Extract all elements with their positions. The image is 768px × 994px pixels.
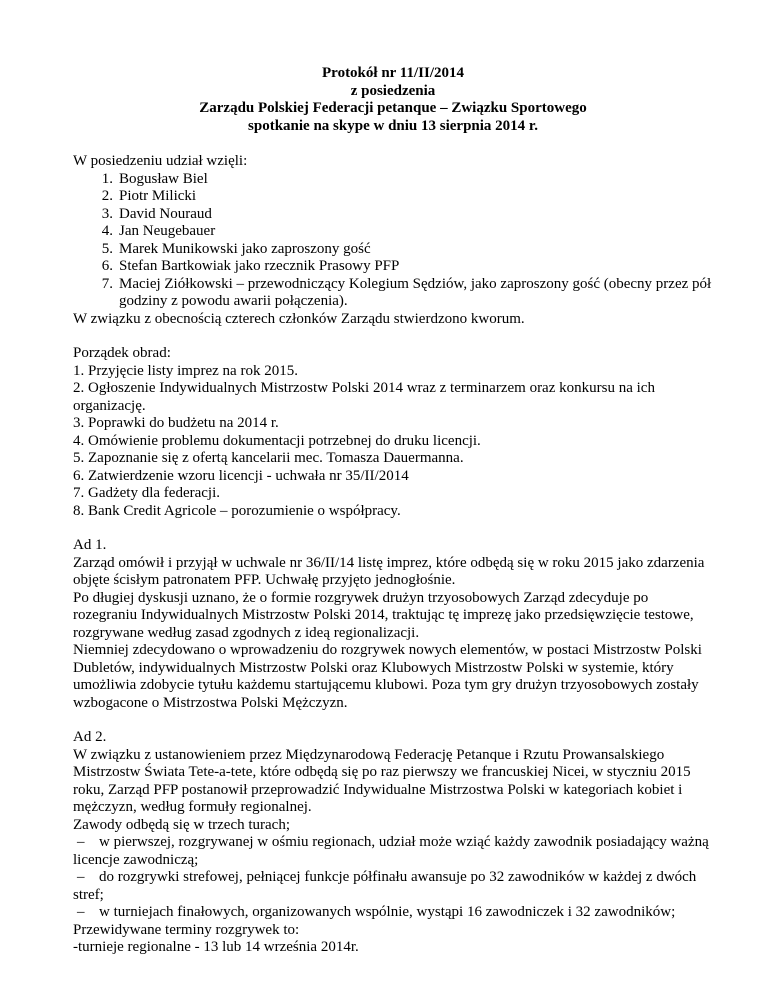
attendee-item xyxy=(73,276,713,311)
document-page xyxy=(73,65,713,957)
attendee-number: 2. xyxy=(101,188,113,204)
agenda-item: 1. Przyjęcie listy imprez na rok 2015. xyxy=(73,362,298,379)
ad1-heading: Ad 1. xyxy=(73,537,107,553)
dash-bullet: – xyxy=(77,834,85,850)
ad2-heading: Ad 2. xyxy=(73,729,107,745)
agenda-item: 5. Zapoznanie się z ofertą kancelarii mec. Tomasza Dauermanna. xyxy=(73,450,464,466)
round-item xyxy=(73,869,713,904)
dash-bullet: – xyxy=(77,869,85,885)
attendee-item xyxy=(73,258,713,276)
attendee-text: Maciej Ziółkowski – przewodniczący Kolegium Sędziów, jako zaproszony gość (obecny przez pół godziny z powodu awarii połączenia). xyxy=(119,275,712,309)
dash-bullet: – xyxy=(77,904,85,920)
ad1-section xyxy=(73,537,713,712)
ad1-paragraph: Niemniej zdecydowano o wprowadzeniu do rozgrywek nowych elementów, w postaci Mistrzostw Polski Dubletów, indywidualnych Mistrzostw Polski oraz Klubowych Mistrzostw Polski w systemie, który umożliwia zdobycie tytułu każdemu startującemu klubowi. Poza tym gry drużyn trzyosobowych zostały wzbogacone o Mistrzostwa Polski Mężczyzn. xyxy=(73,642,702,711)
attendee-item xyxy=(73,241,713,259)
attendance-section xyxy=(73,153,713,328)
attendee-text: Jan Neugebauer xyxy=(119,223,216,239)
document-title xyxy=(73,65,713,135)
rounds-intro: Zawody odbędą się w trzech turach; xyxy=(73,816,290,833)
attendee-number: 6. xyxy=(101,258,113,274)
attendee-text: Marek Munikowski jako zaproszony gość xyxy=(119,240,371,257)
attendee-item xyxy=(73,171,713,189)
ad1-paragraph: Zarząd omówił i przyjął w uchwale nr 36/II/14 listę imprez, które odbędą się w roku 2015 jako zdarzenia objęte ścisłym patronatem PFP. Uchwałę przyjęto jednogłośnie. xyxy=(73,554,705,588)
agenda-item: 6. Zatwierdzenie wzoru licencji - uchwała nr 35/II/2014 xyxy=(73,467,409,484)
attendee-text: Bogusław Biel xyxy=(119,170,208,187)
attendee-number: 5. xyxy=(101,240,113,257)
quorum-statement: W związku z obecnością czterech członków Zarządu stwierdzono kworum. xyxy=(73,310,525,327)
attendee-number: 1. xyxy=(101,170,113,187)
ad2-paragraph: W związku z ustanowieniem przez Międzynarodową Federację Petanque i Rzutu Prowansalskiego Mistrzostw Świata Tete-a-tete, które odbędą się po raz pierwszy we francuskiej Nicei, w styczniu 2015 roku, Zarząd PFP postanowił przeprowadzić Indywidualne Mistrzostwa Polski w kategoriach kobiet i mężczyzn, według formuły regionalnej. xyxy=(73,746,691,815)
title-meeting-type: z posiedzenia xyxy=(350,82,436,99)
attendee-number: 4. xyxy=(101,223,113,239)
title-organization: Zarządu Polskiej Federacji petanque – Związku Sportowego xyxy=(199,100,587,116)
title-protocol-number: Protokół nr 11/II/2014 xyxy=(322,65,464,81)
attendance-intro: W posiedzeniu udział wzięli: xyxy=(73,153,248,169)
attendee-list xyxy=(73,171,713,311)
agenda-item: 8. Bank Credit Agricole – porozumienie o współpracy. xyxy=(73,502,401,519)
agenda-item: 2. Ogłoszenie Indywidualnych Mistrzostw Polski 2014 wraz z terminarzem oraz konkursu na ich organizację. xyxy=(73,380,655,414)
round-text: do rozgrywki strefowej, pełniącej funkcje półfinału awansuje po 32 zawodników w każdej z dwóch stref; xyxy=(73,869,697,903)
attendee-number: 3. xyxy=(101,205,113,222)
attendee-text: Piotr Milicki xyxy=(119,188,197,204)
agenda-item: 7. Gadżety dla federacji. xyxy=(73,485,221,501)
agenda-item: 4. Omówienie problemu dokumentacji potrzebnej do druku licencji. xyxy=(73,432,481,449)
agenda-heading: Porządek obrad: xyxy=(73,345,171,361)
date-item: -turnieje regionalne - 13 lub 14 września 2014r. xyxy=(73,939,359,955)
agenda-section xyxy=(73,345,713,520)
round-item xyxy=(73,834,713,869)
attendee-item xyxy=(73,223,713,241)
attendee-text: Stefan Bartkowiak jako rzecznik Prasowy PFP xyxy=(119,258,400,274)
attendee-item xyxy=(73,206,713,224)
attendee-item xyxy=(73,188,713,206)
title-meeting-date: spotkanie na skype w dniu 13 sierpnia 2014 r. xyxy=(248,117,538,134)
attendee-text: David Nouraud xyxy=(119,205,212,222)
round-text: w turniejach finałowych, organizowanych wspólnie, wystąpi 16 zawodniczek i 32 zawodników; xyxy=(99,904,676,920)
agenda-item: 3. Poprawki do budżetu na 2014 r. xyxy=(73,415,279,431)
round-item xyxy=(73,904,713,922)
dates-intro: Przewidywane terminy rozgrywek to: xyxy=(73,921,300,938)
ad2-section xyxy=(73,729,713,957)
attendee-number: 7. xyxy=(101,275,113,292)
ad1-paragraph: Po długiej dyskusji uznano, że o formie rozgrywek drużyn trzyosobowych Zarząd zdecyduje po rozegraniu Indywidualnych Mistrzostw Polski 2014, traktując tę imprezę jako przedsięwzięcie testowe, rozgrywane według zasad zgodnych z ideą regionalizacji. xyxy=(73,589,694,641)
round-text: w pierwszej, rozgrywanej w ośmiu regionach, udział może wziąć każdy zawodnik posiadający ważną licencje zawodniczą; xyxy=(73,834,709,868)
